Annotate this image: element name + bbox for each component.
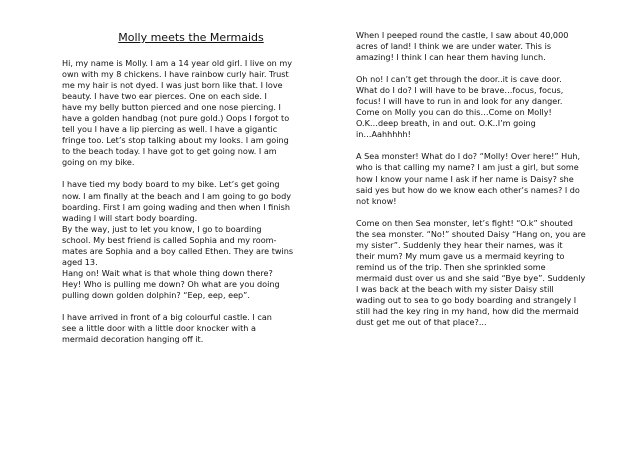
text-line: A Sea monster! What do I do? “Molly! Over here!” Huh, xyxy=(356,151,581,162)
text-line: the sea monster. “No!” shouted Daisy “Hang on, you are xyxy=(356,228,586,239)
text-line: boarding. First I am going wading and then when I finish xyxy=(62,201,290,212)
paragraph-door xyxy=(356,74,612,140)
paragraph-sea-monster xyxy=(356,151,612,206)
text-line: aged 13. xyxy=(62,256,98,267)
text-line: still had the key ring in my hand, how did the mermaid xyxy=(356,306,579,317)
text-line: What do I do? I will have to be brave…focus, focus, xyxy=(356,85,564,96)
paragraph-beach xyxy=(62,179,320,301)
text-line: how I know your name I ask if her name is Daisy? she xyxy=(356,173,574,184)
text-line: mates are Sophia and a boy called Ethen. They are twins xyxy=(62,245,294,256)
text-line: Hey! Who is pulling me down? Oh what are you doing xyxy=(62,278,280,289)
text-line: mermaid decoration hanging off it. xyxy=(62,334,204,345)
text-line: mermaid dust over us and she said “Bye bye”. Suddenly xyxy=(356,272,586,283)
text-line: I have arrived in front of a big colourful castle. I can xyxy=(62,311,272,322)
text-line: me my hair is not dyed. I was just born like that. I love xyxy=(62,80,283,91)
text-line: their mum? My mum gave us a mermaid keyring to xyxy=(356,250,565,261)
text-line: When I peeped round the castle, I saw about 40,000 xyxy=(356,30,569,40)
paragraph-peeped xyxy=(356,30,612,63)
text-line: who is that calling my name? I am just a girl, but some xyxy=(356,162,579,173)
text-line: have my belly button pierced and one nose piercing. I xyxy=(62,102,281,113)
text-line: Hang on! Wait what is that whole thing down there? xyxy=(62,267,273,278)
right-column xyxy=(356,30,612,328)
text-line: pulling down golden dolphin? “Eep, eep, eep”. xyxy=(62,289,250,300)
paragraph-gap xyxy=(356,207,612,218)
text-line: By the way, just to let you know, I go to boarding xyxy=(62,223,262,234)
paragraph-intro xyxy=(62,58,320,168)
text-line: Oh no! I can’t get through the door..it is cave door. xyxy=(356,74,562,85)
paragraph-gap xyxy=(62,301,320,312)
text-line: in…Aahhhhh! xyxy=(356,129,411,140)
text-line: school. My best friend is called Sophia and my room- xyxy=(62,234,277,245)
text-line: remind us of the trip. Then she sprinkled some xyxy=(356,261,546,272)
text-line: going on my bike. xyxy=(62,157,135,168)
text-line: dust get me out of that place?... xyxy=(356,317,487,328)
text-line: Come on then Sea monster, let’s fight! “O.k” shouted xyxy=(356,217,573,228)
paragraph-fight xyxy=(356,218,612,328)
text-line: amazing! I think I can hear them having lunch. xyxy=(356,52,546,63)
text-line: to the beach today. I have got to get going now. I am xyxy=(62,146,277,157)
text-line: have a golden handbag (not pure gold.) Oops I forgot to xyxy=(62,113,290,124)
paragraph-gap xyxy=(62,168,320,179)
left-column xyxy=(62,58,320,345)
text-line: said yes but how do we know each other’s names? I do xyxy=(356,184,580,195)
text-line: my sister”. Suddenly they hear their names, was it xyxy=(356,239,563,250)
text-line: fringe too. Let’s stop talking about my looks. I am going xyxy=(62,135,289,146)
text-line: O.K…deep breath, in and out. O.K..I’m going xyxy=(356,118,536,129)
text-line: acres of land! I think we are under water. This is xyxy=(356,41,552,52)
text-line: wading out to sea to go body boarding and strangely I xyxy=(356,294,577,305)
text-line: Come on Molly you can do this…Come on Molly! xyxy=(356,107,552,118)
text-line: beauty. I have two ear pierces. One on each side. I xyxy=(62,91,267,102)
paragraph-gap xyxy=(356,140,612,151)
text-line: I was back at the beach with my sister Daisy still xyxy=(356,283,554,294)
text-line: now. I am finally at the beach and I am going to go body xyxy=(62,190,292,201)
text-line: not know! xyxy=(356,195,397,206)
text-line: see a little door with a little door knocker with a xyxy=(62,323,256,334)
text-line: Hi, my name is Molly. I am a 14 year old girl. I live on my xyxy=(62,58,293,68)
text-line: I have tied my body board to my bike. Let’s get going xyxy=(62,179,280,190)
text-line: focus! I will have to run in and look for any danger. xyxy=(356,96,563,107)
story-title: Molly meets the Mermaids xyxy=(118,31,264,44)
text-line: wading I will start body boarding. xyxy=(62,212,198,223)
paragraph-castle xyxy=(62,312,320,345)
text-line: tell you I have a lip piercing as well. I have a gigantic xyxy=(62,124,278,135)
paragraph-gap xyxy=(356,63,612,74)
text-line: own with my 8 chickens. I have rainbow curly hair. Trust xyxy=(62,69,289,80)
